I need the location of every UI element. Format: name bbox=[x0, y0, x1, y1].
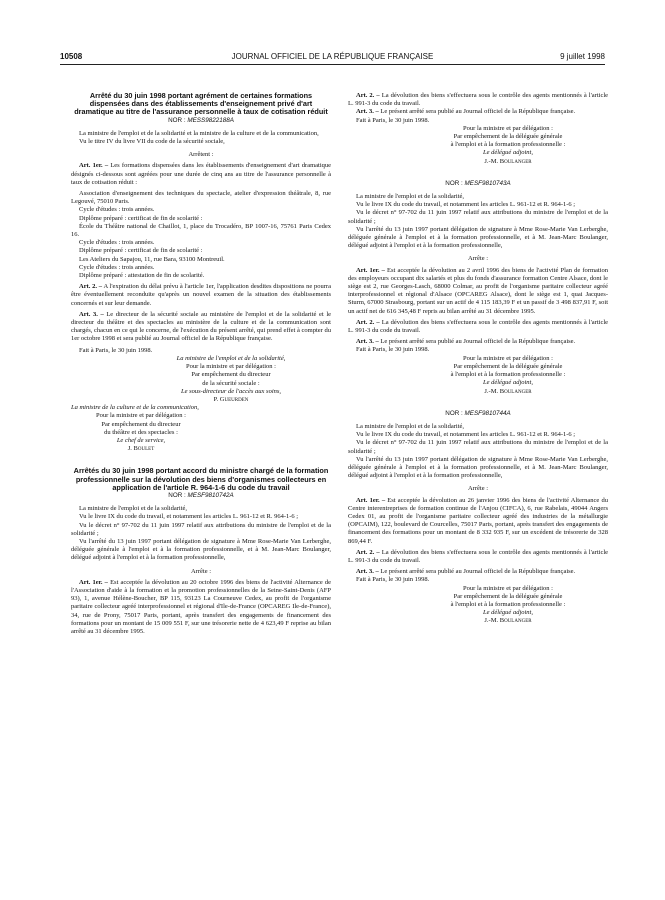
signatory-title: La ministre de la culture et de la communication, bbox=[71, 404, 199, 412]
signatory-line: Par empêchement de la déléguée générale bbox=[453, 362, 563, 370]
article-2: Art. 2. – La dévolution des biens s'effectuera sous le contrôle des agents mentionnés à l'article L. 991-3 du code du travail. bbox=[348, 92, 609, 108]
article-3: Art. 3. – Le présent arrêté sera publié au Journal officiel de la République française. bbox=[356, 108, 576, 116]
signatory-name: J.-M. Boulanger bbox=[484, 387, 532, 395]
signatory-line: de la sécurité sociale : bbox=[202, 379, 260, 387]
signatory-name: J.-M. Boulanger bbox=[484, 157, 532, 165]
signatory-line: Par empêchement de la déléguée générale bbox=[453, 592, 563, 600]
school-cycle: Cycle d'études : trois années. bbox=[79, 206, 155, 214]
left-column bbox=[71, 92, 331, 636]
signatory-line: à l'emploi et à la formation professionnelle : bbox=[450, 371, 566, 379]
article-3: Art. 3. – Le présent arrêté sera publié au Journal officiel de la République française. bbox=[356, 338, 576, 346]
article-1: Art. 1er. – Est acceptée la dévolution au 20 octobre 1996 des biens de l'activité Alternance de l'Association d'aide à la formation et la promotion professionnelles de la Seine-Saint-Denis (AFP 93), 1, avenue Hélène-Boucher, BP 115, 93123 La Courneuve Cedex, au profit de l'organisme paritaire collecteur agréé interprofessionnel et régional d'Ile-de-France (OPCAREG Ile-de-France), 34, rue de Prony, 75017 Paris, portant, après transfert des engagements de financement des formations pour un montant de 15 009 551 F, sur une trésorerie nette de 4 623,49 F reprise au bilan arrêté au 31 décembre 1995. bbox=[71, 578, 331, 635]
preamble: Vu le décret n° 97-702 du 11 juin 1997 relatif aux attributions du ministre de l'emploi et de la solidarité ; bbox=[348, 209, 608, 225]
signature-block bbox=[71, 412, 211, 453]
right-column bbox=[348, 92, 608, 626]
journal-title: JOURNAL OFFICIEL DE LA RÉPUBLIQUE FRANÇAISE bbox=[231, 52, 434, 61]
nor-reference: NOR : MESF9810742A bbox=[168, 491, 234, 499]
school-name: Les Ateliers du Sapajou, 11, rue Bara, 93100 Montreuil. bbox=[79, 255, 225, 263]
decree-title: Arrêtés du 30 juin 1998 portant accord du ministre chargé de la formation professionnelle sur la dévolution des biens d'organismes collecteurs en application de l'article R. 964-1-6 du code du travail bbox=[73, 466, 329, 492]
preamble: Vu l'arrêté du 13 juin 1997 portant délégation de signature à Mme Rose-Marie Van Lerberghe, déléguée générale à l'emploi et à la formation professionnelle, et à M. Jean-Marc Boulanger, délégué adjoint à l'emploi et à la formation professionnelle, bbox=[348, 225, 608, 250]
signatory-line: Par empêchement du directeur bbox=[101, 420, 181, 428]
preamble: La ministre de l'emploi et de la solidarité, bbox=[356, 193, 465, 201]
preamble: La ministre de l'emploi et de la solidarité et la ministre de la culture et de la communication, bbox=[79, 129, 319, 137]
signatory-function: Le chef de service, bbox=[116, 436, 166, 444]
arrete-heading: Arrête : bbox=[467, 255, 489, 263]
signature-block bbox=[131, 355, 331, 404]
signed-date: Fait à Paris, le 30 juin 1998. bbox=[79, 346, 153, 354]
signatory-function: Le délégué adjoint, bbox=[482, 379, 533, 387]
signed-date: Fait à Paris, le 30 juin 1998. bbox=[356, 116, 430, 124]
school-name: Association d'enseignement des techniques du spectacle, atelier d'expression théâtrale, 8, rue Legouvé, 75010 Paris. bbox=[71, 190, 331, 206]
article-1: Art. 1er. – Est acceptée la dévolution au 26 janvier 1996 des biens de l'activité Alternance du Centre interentreprises de formation continue de l'Anjou (CIFCA), 6, rue Rabelais, 49044 Angers Cedex 01, au profit de l'organisme paritaire collecteur agréé des industries de la métallurgie (OPCAIM), 122, boulevard de Courcelles, 75017 Paris, portant, après transfert des engagements de financement des formations pour un montant de 8 332 935 F, sur un excédent de trésorerie de 328 869,44 F. bbox=[348, 496, 609, 545]
signatory-title: La ministre de l'emploi et de la solidarité, bbox=[176, 354, 286, 362]
article-3: Art. 3. – Le directeur de la sécurité sociale au ministère de l'emploi et de la solidarité et le directeur du théâtre et des spectacles au ministère de la culture et de la communication sont chargés, chacun en ce qui le concerne, de l'exécution du présent arrêté, qui prend effet à compter du 1er octobre 1998 et sera publié au Journal officiel de la République française. bbox=[71, 310, 332, 343]
school-cycle: Cycle d'études : trois années. bbox=[79, 239, 155, 247]
signed-date: Fait à Paris, le 30 juin 1998. bbox=[356, 576, 430, 584]
page-header bbox=[60, 50, 605, 65]
school-cycle: Cycle d'études : trois années. bbox=[79, 263, 155, 271]
preamble: Vu le titre IV du livre VII du code de la sécurité sociale, bbox=[79, 138, 225, 146]
school-diploma: Diplôme préparé : attestation de fin de scolarité. bbox=[79, 272, 205, 280]
signatory-line: à l'emploi et à la formation professionnelle : bbox=[450, 141, 566, 149]
school-name: École du Théâtre national de Chaillot, 1, place du Trocadéro, BP 1007-16, 75761 Paris Cedex 16. bbox=[71, 222, 331, 239]
signatory-name: J. Boulet bbox=[127, 445, 155, 453]
school-diploma: Diplôme préparé : certificat de fin de scolarité : bbox=[79, 214, 203, 222]
signatory-line: Pour la ministre et par délégation : bbox=[463, 354, 553, 362]
signatory-function: Le sous-directeur de l'accès aux soins, bbox=[180, 387, 282, 395]
signatory-name: J.-M. Boulanger bbox=[484, 617, 532, 625]
preamble: Vu le décret n° 97-702 du 11 juin 1997 relatif aux attributions du ministre de l'emploi et de la solidarité ; bbox=[348, 439, 608, 455]
signatory-name: P. Gueurden bbox=[213, 395, 249, 403]
preamble: Vu le livre IX du code du travail, et notamment les articles L. 961-12 et R. 964-1-6 ; bbox=[79, 513, 299, 521]
preamble: Vu le décret n° 97-702 du 11 juin 1997 relatif aux attributions du ministre de l'emploi et de la solidarité ; bbox=[71, 521, 331, 537]
signatory-function: Le délégué adjoint, bbox=[482, 609, 533, 617]
article-1: Art. 1er. – Les formations dispensées dans les établissements d'enseignement d'art dramatique désignés ci-dessous sont agréées pour une durée de cinq ans au titre de l'assurance personnelle à taux de cotisation réduit : bbox=[71, 162, 332, 186]
article-2: Art. 2. – A l'expiration du délai prévu à l'article 1er, l'application desdites dispositions ne pourra être éventuellement reconduite qu'après un nouvel examen de la situation des établissements concernés et sur leur demande. bbox=[71, 283, 331, 307]
preamble: Vu l'arrêté du 13 juin 1997 portant délégation de signature à Mme Rose-Marie Van Lerberghe, déléguée générale à l'emploi et à la formation professionnelle, et à M. Jean-Marc Boulanger, délégué adjoint à l'emploi et à la formation professionnelle, bbox=[71, 537, 331, 562]
nor-reference: NOR : MESF9810744A bbox=[445, 409, 511, 417]
school-diploma: Diplôme préparé : certificat de fin de scolarité : bbox=[79, 247, 203, 255]
preamble: Vu le livre IX du code du travail, et notamment les articles L. 961-12 et R. 964-1-6 ; bbox=[356, 431, 576, 439]
signatory-line: Par empêchement de la déléguée générale bbox=[453, 133, 563, 141]
nor-reference: NOR : MESF9810743A bbox=[445, 179, 511, 187]
preamble: La ministre de l'emploi et de la solidarité, bbox=[79, 505, 188, 513]
arretent-heading: Arrêtent : bbox=[188, 151, 214, 159]
signatory-line: Pour la ministre et par délégation : bbox=[96, 412, 186, 420]
decree-title: Arrêté du 30 juin 1998 portant agrément de certaines formations dispensées dans des établissements d'enseignement privé d'art dramatique au titre de l'assurance personnelle à taux de cotisation réduit bbox=[74, 91, 328, 117]
signatory-line: Par empêchement du directeur bbox=[191, 371, 271, 379]
article-3: Art. 3. – Le présent arrêté sera publié au Journal officiel de la République française. bbox=[356, 568, 576, 576]
signature-block bbox=[408, 125, 608, 166]
signed-date: Fait à Paris, le 30 juin 1998. bbox=[356, 346, 430, 354]
signatory-line: Pour la ministre et par délégation : bbox=[463, 124, 553, 132]
signature-block bbox=[408, 585, 608, 626]
signature-block bbox=[408, 355, 608, 396]
preamble: Vu le livre IX du code du travail, et notamment les articles L. 961-12 et R. 964-1-6 ; bbox=[356, 201, 576, 209]
preamble: Vu l'arrêté du 13 juin 1997 portant délégation de signature à Mme Rose-Marie Van Lerberghe, déléguée générale à l'emploi et à la formation professionnelle, et à M. Jean-Marc Boulanger, délégué adjoint à l'emploi et à la formation professionnelle, bbox=[348, 455, 608, 480]
article-2: Art. 2. – La dévolution des biens s'effectuera sous le contrôle des agents mentionnés à l'article L. 991-3 du code du travail. bbox=[348, 548, 609, 564]
article-2: Art. 2. – La dévolution des biens s'effectuera sous le contrôle des agents mentionnés à l'article L. 991-3 du code du travail. bbox=[348, 318, 609, 335]
page-number: 10508 bbox=[60, 52, 83, 61]
signatory-line: Pour la ministre et par délégation : bbox=[186, 363, 276, 371]
nor-reference: NOR : MESS9822188A bbox=[168, 116, 234, 124]
arrete-heading: Arrête : bbox=[190, 567, 212, 575]
article-1: Art. 1er. – Est acceptée la dévolution au 2 avril 1996 des biens de l'activité Plan de formation des employeurs occupant dix salariés et plus du fonds d'assurance formation Centre Alsace, dont le siège est 2, rue Georges-Lasch, 68000 Colmar, au profit de l'organisme paritaire collecteur agréé interprofessionnel et régional d'Alsace (OPCAREG Alsace), dont le siège est 1, quai Jacques-Sturm, 67000 Strasbourg, portant sur un actif de 4 115 183,39 F et un passif de 3 498 837,91 F, soit un actif net de 616 345,48 F repris au bilan arrêté au 31 décembre 1995. bbox=[348, 266, 609, 315]
issue-date: 9 juillet 1998 bbox=[560, 52, 605, 61]
signatory-line: du théâtre et des spectacles : bbox=[104, 428, 178, 436]
arrete-heading: Arrête : bbox=[467, 485, 489, 493]
signatory-function: Le délégué adjoint, bbox=[482, 149, 533, 157]
signatory-line: Pour la ministre et par délégation : bbox=[463, 584, 553, 592]
preamble: La ministre de l'emploi et de la solidarité, bbox=[356, 422, 465, 430]
signatory-line: à l'emploi et à la formation professionnelle : bbox=[450, 600, 566, 608]
